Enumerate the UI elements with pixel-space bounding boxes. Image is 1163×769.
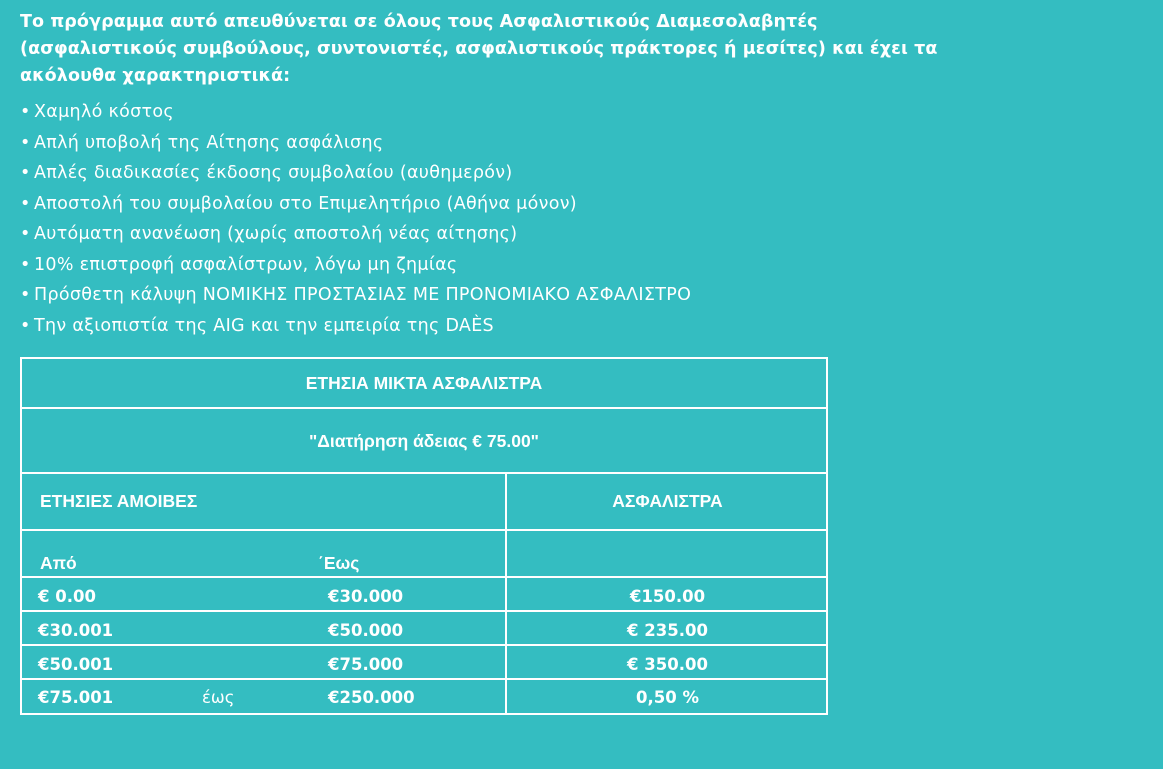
table-divider (22, 610, 826, 612)
row-4-mid: έως (202, 688, 235, 707)
intro-paragraph (20, 9, 1150, 90)
table-subtitle: "Διατήρηση άδειας € 75.00" (309, 431, 539, 451)
bullet-icon: • (20, 163, 31, 183)
row-2-premium: € 235.00 (627, 621, 708, 640)
table-title: ΕΤΗΣΙΑ ΜΙΚΤΑ ΑΣΦΑΛΙΣΤΡΑ (305, 373, 543, 393)
from-label: Από (40, 553, 77, 573)
table-divider (22, 407, 826, 409)
row-2-to: €50.000 (328, 621, 404, 640)
intro-line-3: ακόλουθα χαρακτηριστικά: (20, 66, 291, 86)
table-divider (22, 678, 826, 680)
to-label: ΄Εως (318, 553, 360, 573)
features-list (20, 97, 1150, 341)
feature-item: • Πρόσθετη κάλυψη ΝΟΜΙΚΗΣ ΠΡΟΣΤΑΣΙΑΣ ΜΕ ΠΡΟΝΟΜΙΑΚΟ ΑΣΦΑΛΙΣΤΡΟ (20, 280, 1150, 311)
row-3-premium: € 350.00 (627, 655, 708, 674)
feature-item: • 10% επιστροφή ασφαλίστρων, λόγω μη ζημίας (20, 250, 1150, 281)
row-3-from: €50.001 (38, 655, 114, 674)
row-3-to: €75.000 (328, 655, 404, 674)
feature-item: • Την αξιοπιστία της AIG και την εμπειρία της DAÈS (20, 311, 1150, 342)
table-divider (22, 472, 826, 474)
table-divider (22, 576, 826, 578)
bullet-icon: • (20, 315, 31, 336)
row-4-to: €250.000 (328, 688, 415, 707)
intro-line-1: Το πρόγραμμα αυτό απευθύνεται σε όλους τους Ασφαλιστικούς Διαμεσολαβητές (20, 12, 818, 32)
intro-line-2: (ασφαλιστικούς συμβούλους, συντονιστές, ασφαλιστικούς πράκτορες ή μεσίτες) και έχει τα (20, 39, 938, 59)
feature-item: • Απλές διαδικασίες έκδοσης συμβολαίου (αυθημερόν) (20, 158, 1150, 189)
row-1-premium: €150.00 (629, 587, 706, 606)
table-divider (22, 529, 826, 531)
feature-item: • Αποστολή του συμβολαίου στο Επιμελητήριο (Αθήνα μόνον) (20, 189, 1150, 220)
premium-header: ΑΣΦΑΛΙΣΤΡΑ (612, 491, 723, 511)
row-4-premium: 0,50 % (636, 688, 699, 707)
bullet-icon: • (20, 102, 31, 122)
bullet-icon: • (20, 132, 31, 153)
bullet-icon: • (20, 285, 31, 305)
row-1-to: €30.000 (328, 587, 404, 606)
table-divider (22, 644, 826, 646)
feature-item: • Χαμηλό κόστος (20, 97, 1150, 128)
fees-header: ΕΤΗΣΙΕΣ ΑΜΟΙΒΕΣ (40, 491, 198, 511)
bullet-icon: • (20, 224, 31, 244)
premium-table (20, 357, 828, 715)
feature-item: • Απλή υποβολή της Αίτησης ασφάλισης (20, 128, 1150, 159)
row-2-from: €30.001 (38, 621, 114, 640)
row-4-from: €75.001 (38, 688, 114, 707)
bullet-icon: • (20, 254, 31, 275)
feature-item: • Αυτόματη ανανέωση (χωρίς αποστολή νέας αίτησης) (20, 219, 1150, 250)
bullet-icon: • (20, 193, 31, 214)
row-1-from: € 0.00 (38, 587, 96, 606)
